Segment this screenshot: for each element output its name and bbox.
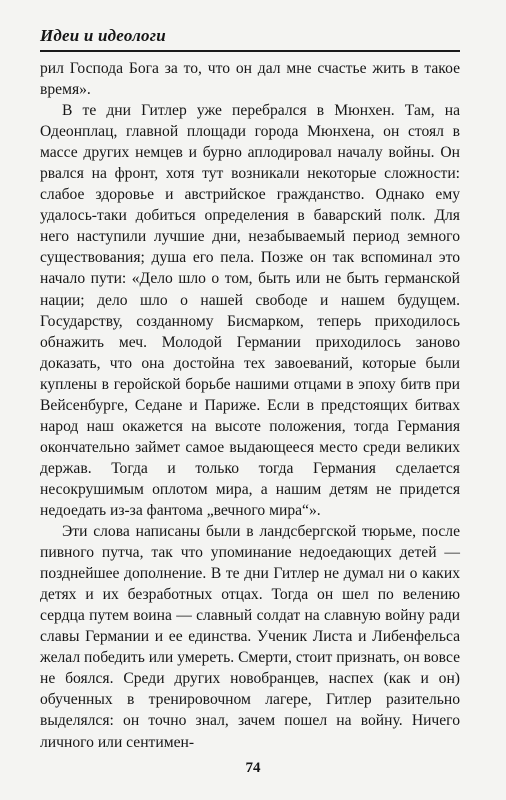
running-header	[40, 22, 460, 52]
page-number: 74	[245, 760, 261, 776]
paragraph: В те дни Гитлер уже перебрался в Мюнхен. Там, на Одеонплац, главной площади города Мюнхена, он стоял в массе других немцев и бурно аплодировал началу войны. Он рвался на фронт, хотя тут возникали некоторые сложности: слабое здоровье и австрийское гражданство. Однако ему удалось-таки добиться определения в баварский полк. Для него наступили лучшие дни, незабываемый период земного существования; душа его пела. Позже он так вспоминал это начало пути: «Дело шло о том, быть или не быть германской нации; дело шло о нашей свободе и нашем будущем. Государству, созданному Бисмарком, теперь приходилось обнажить меч. Молодой Германии приходилось заново доказать, что она достойна тех завоеваний, которые были куплены в геройской борьбе нашими отцами в эпоху битв при Вейсенбурге, Седане и Париже. Если в предстоящих битвах народ наш окажется на высоте положения, тогда Германия окончательно займет самое выдающееся место среди великих держав. Тогда и только тогда Германия сделается несокрушимым оплотом мира, а нашим детям не придется недоедать из-за фантома „вечного мира“».	[40, 102, 460, 519]
running-title: Идеи и идеологи	[40, 26, 166, 45]
body-text	[40, 58, 460, 753]
paragraph: Эти слова написаны были в ландсбергской тюрьме, после пивного путча, так что упоминание недоедающих детей — позднейшее дополнение. В те дни Гитлер не думал ни о каких детях и их безработных отцах. Тогда он шел по велению сердца путем воина — славный солдат на славную войну ради славы Германии и ее единства. Ученик Листа и Либенфельса желал победить или умереть. Смерти, стоит признать, он вовсе не боялся. Среди других новобранцев, наспех (как и он) обученных в тренировочном лагере, Гитлер разительно выделялся: он точно знал, зачем пошел на войну. Ничего личного или сентимен-	[40, 523, 460, 751]
paragraph-continuation: рил Господа Бога за то, что он дал мне счастье жить в такое время».	[40, 60, 460, 99]
